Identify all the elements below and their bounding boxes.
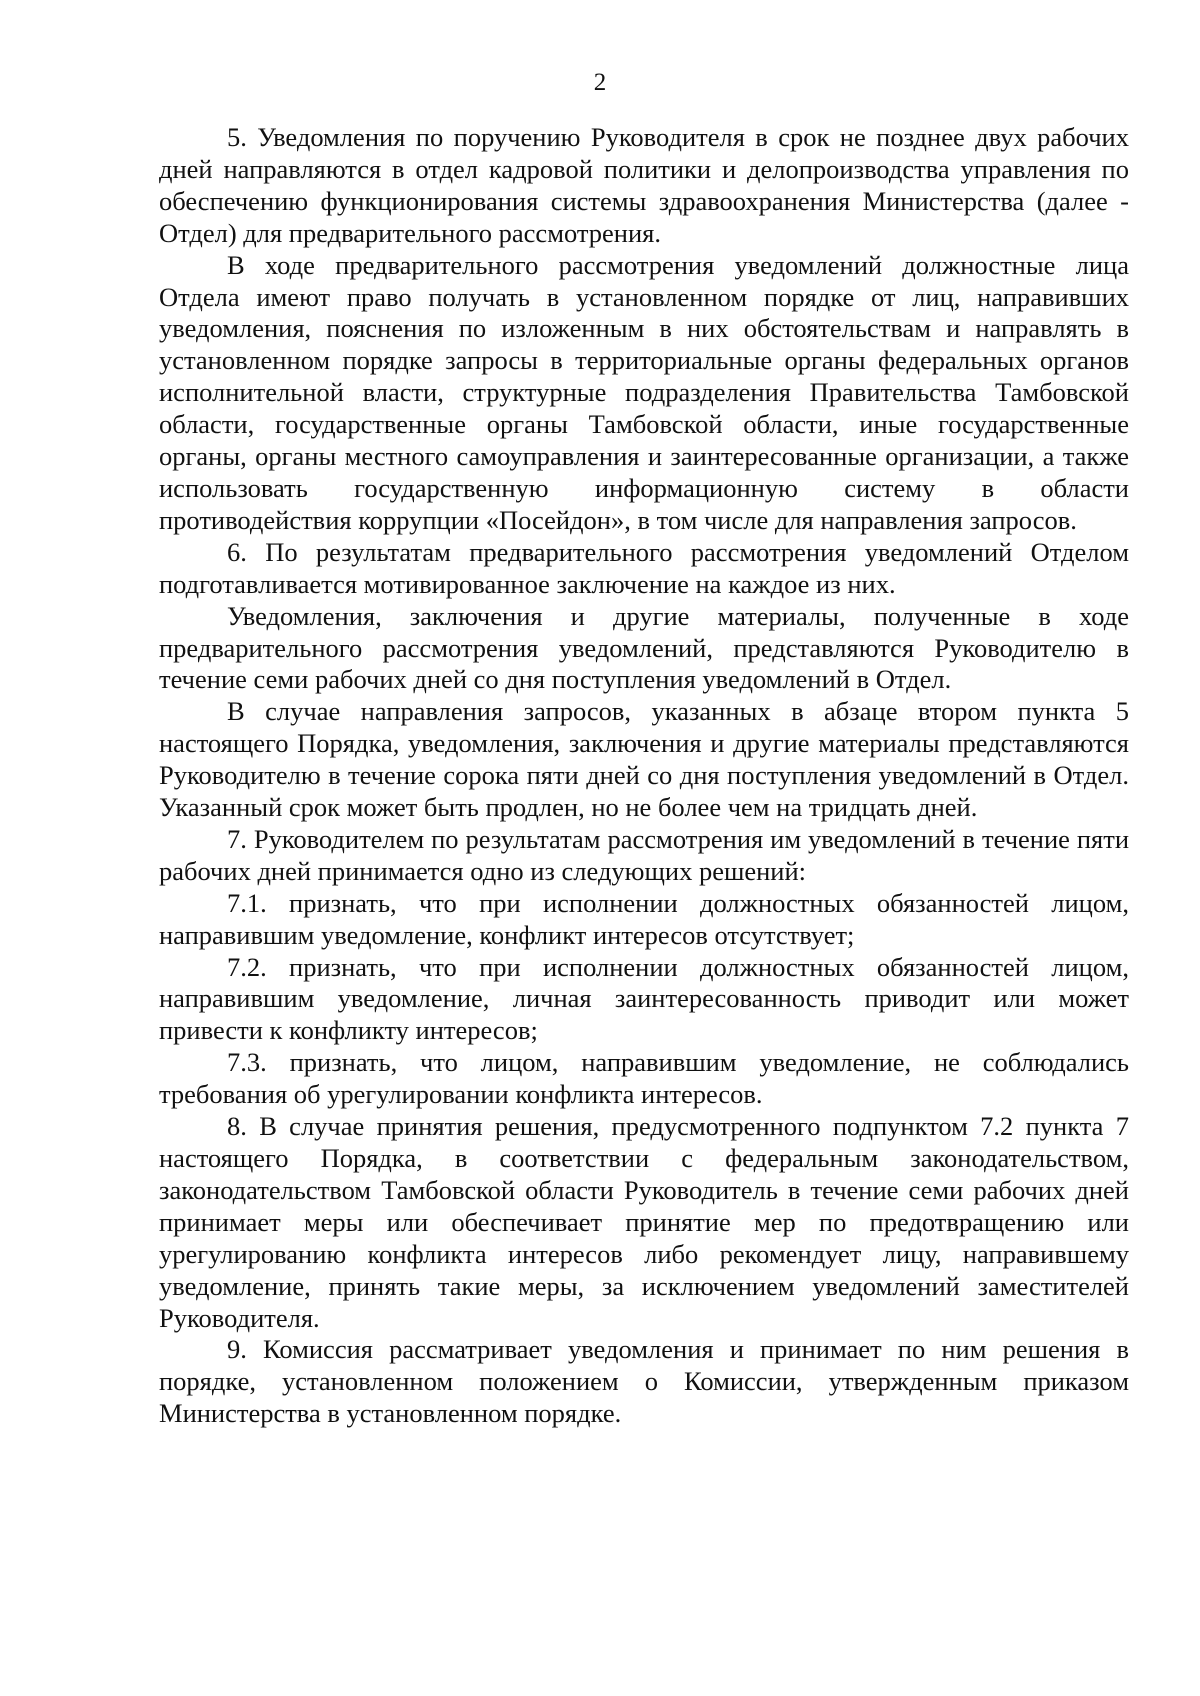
page-number: 2 bbox=[593, 69, 607, 96]
paragraph-5: 5. Уведомления по поручению Руководителя в срок не позднее двух рабочих дней направляются в отдел кадровой политики и делопроизводства управления по обеспечению функционирования системы здравоохранения Министерства (далее - Отдел) для предварительного рассмотрения. bbox=[159, 122, 1129, 248]
paragraph-7-2: 7.2. признать, что при исполнении должностных обязанностей лицом, направившим уведомление, личная заинтересованность приводит или может привести к конфликту интересов; bbox=[159, 951, 1129, 1046]
paragraph-8: 8. В случае принятия решения, предусмотренного подпунктом 7.2 пункта 7 настоящего Порядка, в соответствии с федеральным законодательством, законодательством Тамбовской области Руководитель в течение семи рабочих дней принимает меры или обеспечивает принятие мер по предотвращению или урегулированию конфликта интересов либо рекомендует лицу, направившему уведомление, принять такие меры, за исключением уведомлений заместителей Руководителя. bbox=[159, 1111, 1129, 1333]
paragraph-7-1: 7.1. признать, что при исполнении должностных обязанностей лицом, направившим уведомление, конфликт интересов отсутствует; bbox=[159, 887, 1129, 950]
paragraph-6: 6. По результатам предварительного рассмотрения уведомлений Отделом подготавливается мотивированное заключение на каждое из них. bbox=[159, 536, 1129, 599]
paragraph-5-2: В ходе предварительного рассмотрения уведомлений должностные лица Отдела имеют право получать в установленном порядке от лиц, направивших уведомления, пояснения по изложенным в них обстоятельствам и направлять в установленном порядке запросы в территориальные органы федеральных органов исполнительной власти, структурные подразделения Правительства Тамбовской области, государственные органы Тамбовской области, иные государственные органы, органы местного самоуправления и заинтересованные организации, а также использовать государственную информационную систему в области противодействия коррупции «Посейдон», в том числе для направления запросов. bbox=[159, 249, 1129, 535]
document-body bbox=[159, 122, 1129, 1430]
paragraph-9: 9. Комиссия рассматривает уведомления и принимает по ним решения в порядке, установленном положением о Комиссии, утвержденным приказом Министерства в установленном порядке. bbox=[159, 1334, 1129, 1429]
paragraph-7-3: 7.3. признать, что лицом, направившим уведомление, не соблюдались требования об урегулировании конфликта интересов. bbox=[159, 1047, 1129, 1110]
paragraph-7: 7. Руководителем по результатам рассмотрения им уведомлений в течение пяти рабочих дней принимается одно из следующих решений: bbox=[159, 823, 1129, 886]
paragraph-6-2: Уведомления, заключения и другие материалы, полученные в ходе предварительного рассмотрения уведомлений, представляются Руководителю в течение семи рабочих дней со дня поступления уведомлений в Отдел. bbox=[159, 600, 1129, 695]
paragraph-6-3: В случае направления запросов, указанных в абзаце втором пункта 5 настоящего Порядка, уведомления, заключения и другие материалы представляются Руководителю в течение сорока пяти дней со дня поступления уведомлений в Отдел. Указанный срок может быть продлен, но не более чем на тридцать дней. bbox=[159, 696, 1129, 823]
